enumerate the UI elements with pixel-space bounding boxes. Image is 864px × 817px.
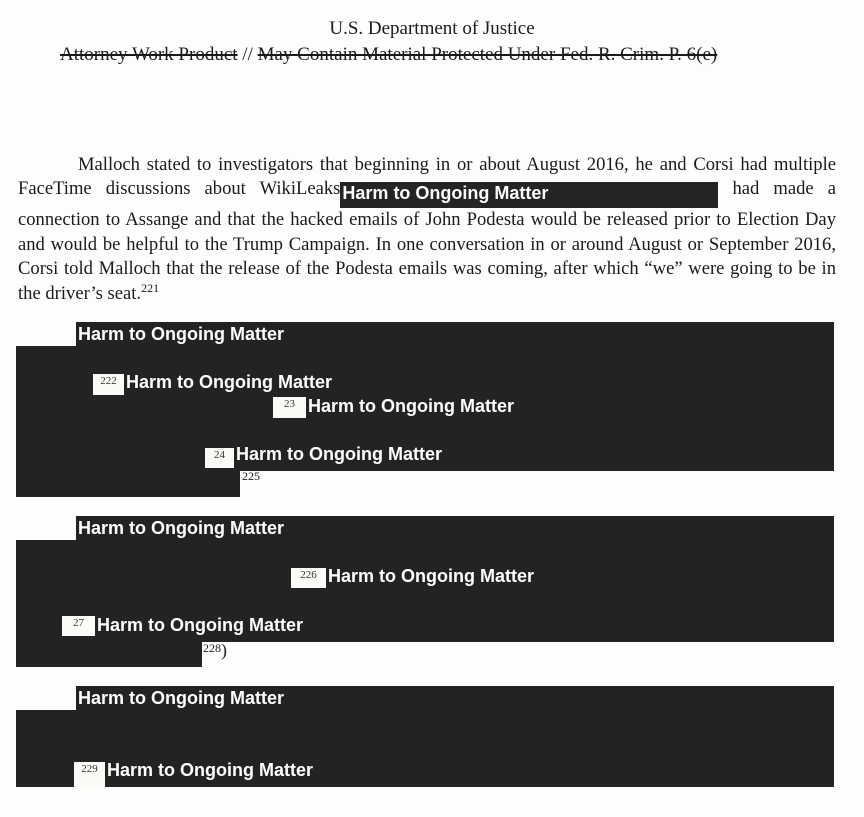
marking-work-product: Attorney Work Product: [60, 44, 238, 65]
footnote-ref-225: 225: [242, 469, 260, 483]
footnote-ref-224: 24: [205, 448, 234, 468]
paragraph-text-1: Malloch stated to investigators that beginning in or about August 2016, he and Corsi had multiple FaceTime discussions about WikiLeaks: [18, 154, 836, 200]
closing-paren: ): [221, 640, 227, 660]
footnote-ref-221: 221: [141, 280, 160, 295]
redaction-label: Harm to Ongoing Matter: [78, 688, 284, 708]
footnote-ref-223: 23: [273, 397, 306, 418]
redaction-label: Harm to Ongoing Matter: [78, 518, 284, 538]
footnote-ref-226: 226: [291, 568, 326, 588]
redaction-label: Harm to Ongoing Matter: [328, 566, 534, 586]
footnote-ref-227: 27: [62, 616, 95, 636]
footnote-ref-222: 222: [93, 374, 124, 395]
redaction-label: Harm to Ongoing Matter: [236, 444, 442, 464]
footnote-number: 228: [203, 641, 221, 655]
redaction-label: Harm to Ongoing Matter: [308, 396, 514, 416]
footnote-ref-228: [203, 640, 227, 661]
marking-grand-jury: May Contain Material Protected Under Fed. R. Crim. P. 6(e): [257, 44, 718, 65]
redaction-label: Harm to Ongoing Matter: [126, 372, 332, 392]
redaction-label: Harm to Ongoing Matter: [107, 760, 313, 780]
body-paragraph: [18, 153, 836, 306]
footnote-ref-229: 229: [74, 762, 105, 787]
redaction-label: Harm to Ongoing Matter: [97, 615, 303, 635]
redaction-label: Harm to Ongoing Matter: [78, 324, 284, 344]
page-header-marking: [60, 44, 717, 66]
redaction-bar: [16, 469, 240, 497]
page-header-department: U.S. Department of Justice: [329, 18, 535, 39]
redaction-bar: [16, 640, 202, 667]
paragraph-text-2: had made a connection to Assange and that the hacked emails of John Podesta would be released prior to Election Day and would be helpful to the Trump Campaign. In one conversation in or around August or September 2016, Corsi told Malloch that the release of the Podesta emails was coming, after which “we” were going to be in the driver’s seat.: [18, 178, 836, 304]
inline-redaction: Harm to Ongoing Matter: [340, 182, 718, 208]
marking-separator: //: [237, 44, 258, 65]
